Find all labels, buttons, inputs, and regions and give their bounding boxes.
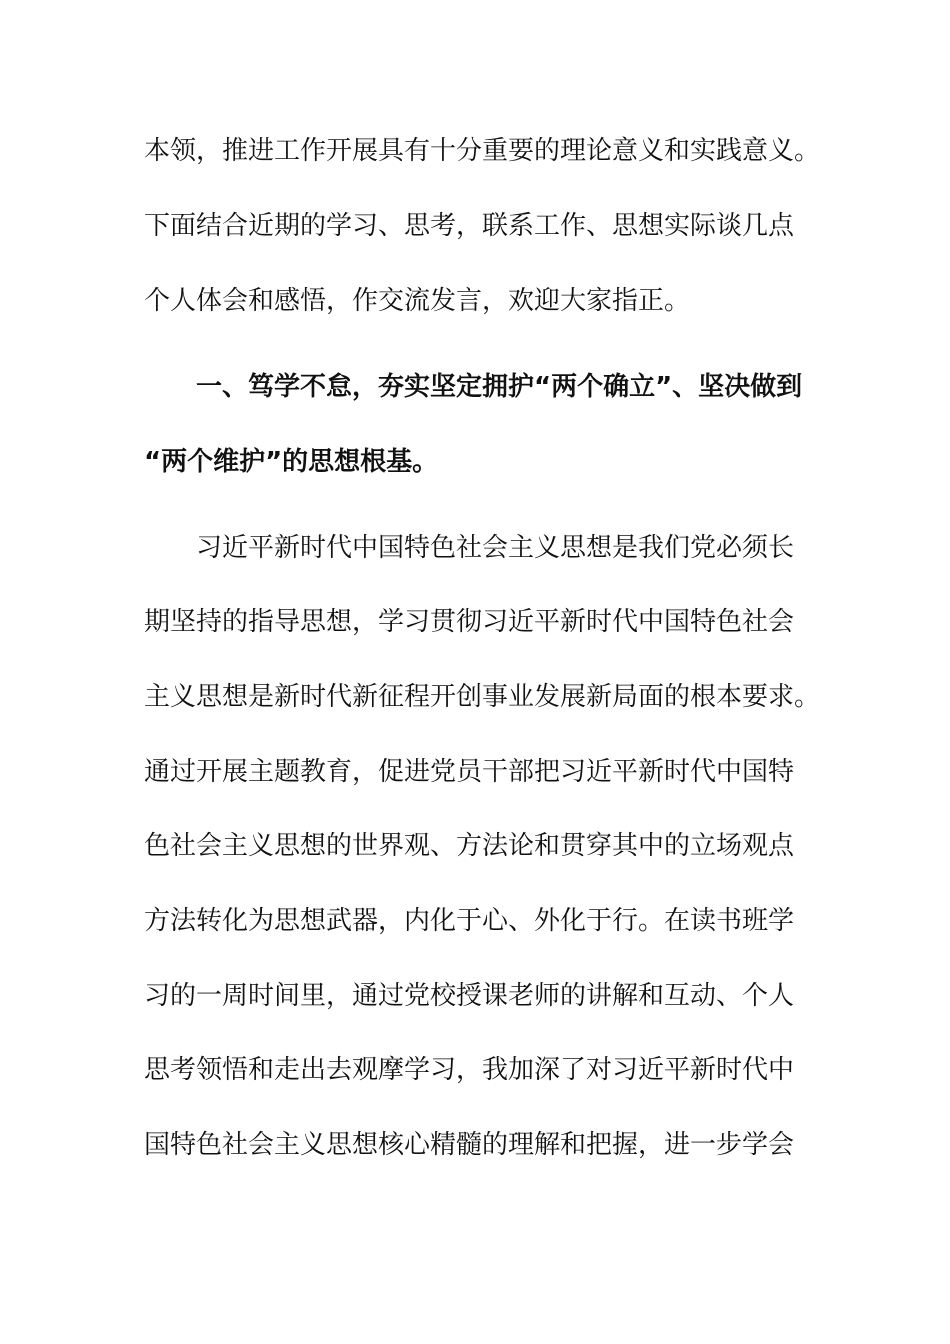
text-line: 本领，推进工作开展具有十分重要的理论意义和实践意义。: [144, 136, 821, 166]
text-line: 色社会主义思想的世界观、方法论和贯穿其中的立场观点: [144, 831, 795, 861]
text-line: 习的一周时间里，通过党校授课老师的讲解和互动、个人: [144, 981, 795, 1011]
text-line: 思考领悟和走出去观摩学习，我加深了对习近平新时代中: [144, 1055, 795, 1085]
text-line: 方法转化为思想武器，内化于心、外化于行。在读书班学: [144, 906, 795, 936]
text-line: 主义思想是新时代新征程开创事业发展新局面的根本要求。: [144, 682, 821, 712]
heading-line: “两个维护”的思想根基。: [144, 447, 439, 477]
text-line: 期坚持的指导思想，学习贯彻习近平新时代中国特色社会: [144, 607, 795, 637]
heading-line: 一、笃学不怠，夯实坚定拥护“两个确立”、坚决做到: [196, 372, 803, 402]
text-line: 国特色社会主义思想核心精髓的理解和把握，进一步学会: [144, 1130, 795, 1160]
text-line: 下面结合近期的学习、思考，联系工作、思想实际谈几点: [144, 211, 795, 241]
text-line: 通过开展主题教育，促进党员干部把习近平新时代中国特: [144, 757, 795, 787]
text-line: 个人体会和感悟，作交流发言，欢迎大家指正。: [144, 286, 691, 316]
text-line: 习近平新时代中国特色社会主义思想是我们党必须长: [196, 533, 795, 563]
